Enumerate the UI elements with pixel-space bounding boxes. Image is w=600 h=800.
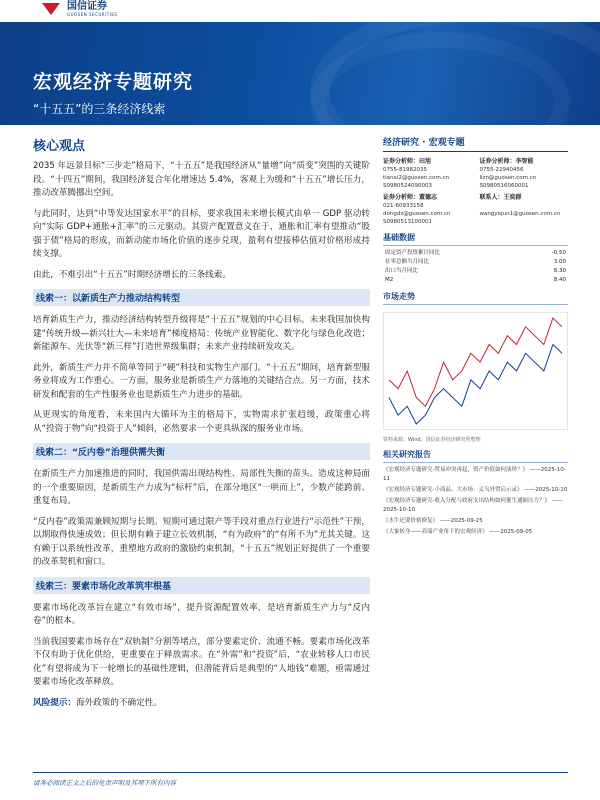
related-item[interactable]: 《水牛还要价格修复》 ——2025-09-25 [383,518,483,524]
section-title: 核心观点 [33,139,86,154]
paragraph: “反内卷”政策需兼顾短期与长期。短期可通过限产等手段对重点行业进行“示范性”干预，以期取得快速成效；但长期有赖于建立长效机制，“有为政府”的“有所不为”尤其关键。这有赖于以系统性改革，重塑地方政府的激励约束机制，“十五五”规划正好提供了一个重要的改革契机和窗口。 [33,516,370,567]
logo-name: 国信证券 [67,1,107,12]
paragraph: 由此，不难引出“十五五”时期经济增长的三条线索。 [33,269,231,280]
report-type: 宏观经济专题研究 [33,71,194,93]
table-row: 固定资产投资累计同比 -0.50 [385,250,566,256]
logo [40,2,117,17]
paragraph: 从更现实的角度看，未来国内大循环为主的格局下，实物需求扩张趋缓，政策重心将从“投资于物”向“投资于人”倾斜，必然要求一个更具纵深的服务业市场。 [33,410,370,434]
risk-note [33,697,370,710]
sidebar-heading: 经济研究 · 宏观专题 [383,135,568,152]
related-list [383,466,568,537]
sidebar [383,135,568,539]
report-title: “十五五”的三条经济线索 [33,102,166,116]
related-item[interactable]: 《大象转身——高端产业角下的宏观经济》 ——2025-09-05 [383,529,533,535]
paragraph: 2035 年远景目标“三步走”格局下，“十五五”是我国经济从“量增”向“质变”突围的关键阶段。“十四五”期间，我国经济复合年化增速达 5.4%，客观上为缓和“十五五”增长压力，推动改革腾挪出空间。 [33,161,370,198]
main-column [33,135,370,710]
risk-label: 风险提示： [33,697,76,708]
risk-text: 海外政策的不确定性。 [75,697,162,708]
paragraph: 与此同时，达到“中等发达国家水平”的目标，要求我国未来增长模式由单一 GDP 驱动转向“实际 GDP+通胀+汇率”的三元驱动。其资产配置意义在于，通胀和汇率有望推动“股强于债”格局的形成，而新动能市场化价值的逐步兑现，盈利有望接棒估值对价格形成持续支撑。 [33,208,370,259]
line2-heading: 线索二：“反内卷”治理供需失衡 [33,443,370,460]
related-title: 相关研究报告 [383,449,568,463]
chart-title: 市场走势 [383,291,568,305]
table-row: M2 8.40 [385,277,566,283]
report-header [0,0,600,125]
analyst-list [383,158,568,226]
title-banner [0,22,600,125]
table-row: 出口当月同比 8.30 [385,268,566,274]
paragraph: 在新质生产力加速推进的同时，我国供需出现结构性、局部性失衡的苗头。造成这种局面的一个重要原因，是新质生产力成为“标杆”后，在部分地区“一哄而上”，少数产能跨前、重复布局。 [33,469,370,506]
guosen-logo-icon [40,3,62,17]
paragraph: 培育新质生产力，推动经济结构转型升级将是“十五五”规划的中心目标。未来我国加快构建“传统升级—新兴壮大—未来培育”梯度格局：传统产业智能化、数字化与绿色化改造；新能源车、光伏等“新三样”打造世界级集群；未来产业持续研发攻关。 [33,315,370,352]
line3-heading: 线索三：要素市场化改革筑牢根基 [33,577,370,594]
line1-heading: 线索一：以新质生产力推动结构转型 [33,289,370,306]
paragraph: 当前我国要素市场存在“双轨制”分割等堵点，部分要素定价、流通不畅。要素市场化改革不仅有助于优化供给，更重要在于释放需求。在“外需”和“投资”后，“农业转移人口市民化”有望将成为下一轮增长的基础性逻辑，但潜能背后是典型的“人地钱”难题，亟需通过要素市场化改革释放。 [33,636,370,687]
paragraph: 要素市场化改革旨在建立“有效市场”，提升资源配置效率，是培育新质生产力与“反内卷”的根本。 [33,602,370,626]
analyst-card: 证券分析师：李智能 0755-22940456 lizn@guosen.com.cn S0980516060001 [479,158,537,189]
disclaimer-footer: 请务必阅读正文之后的免责声明及其项下所有内容 [33,772,568,787]
stats-table [383,249,568,285]
paragraph: 此外，新质生产力并不简单等同于“硬”科技和实物生产部门。“十五五”期间，培育新型服务业将成为工作重心。一方面，服务业是新质生产力落地的关键结合点。另一方面，技术研发和配套的生产性服务业也是新质生产力进步的基础。 [33,362,370,400]
logo-subtitle: GUOSEN SECURITIES [67,12,118,17]
table-row: 社零总额当月同比 3.00 [385,259,566,265]
chart-source: 资料来源：Wind、国信证券经济研究所整理 [383,437,481,443]
related-item[interactable]: 《宏观经济专题研究-贸易冲突再起，资产价值如何演绎？》 ——2025-10-11 [383,467,566,482]
analyst-card: 证券分析师：董德志 021-60933158 dongdz@guosen.com.cn S0980513100001 [383,194,451,225]
analyst-card: 证券分析师：田旭 0755-81982035 tianxi2@guosen.com.cn S0980524090003 [383,158,450,189]
stats-title: 基础数据 [383,232,568,246]
related-item[interactable]: 《宏观经济专题研究-小商品、大市场：义乌外贸启示录》 ——2025-10-10 [383,487,568,493]
logo-bar [0,0,600,22]
market-trend-chart [383,312,568,430]
analyst-card: 联系人：王奕群 wangyiqun1@guosen.com.cn [479,194,561,217]
related-item[interactable]: 《宏观经济专题研究-收入分配与政府支出结构如何催生通缩压力？》 ——2025-10-10 [383,498,563,513]
